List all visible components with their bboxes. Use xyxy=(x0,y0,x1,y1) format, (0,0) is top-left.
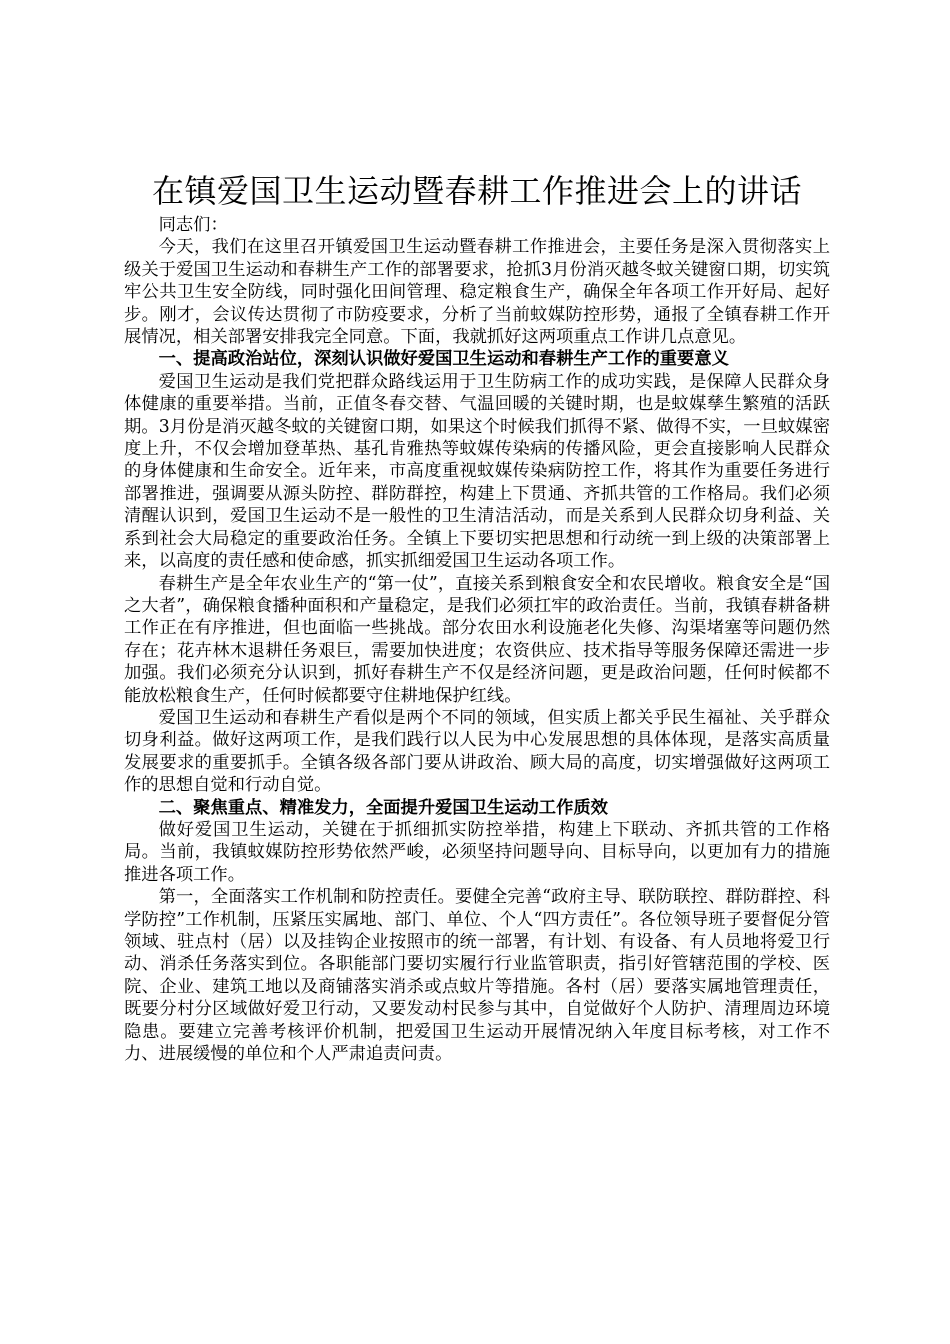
section-2-heading: 二、聚焦重点、精准发力，全面提升爱国卫生运动工作质效 xyxy=(158,797,608,818)
section-2-paragraph-1: 做好爱国卫生运动，关键在于抓细抓实防控举措，构建上下联动、齐抓共管的工作格局。当前，我镇蚊媒防控形势依然严峻，必须坚持问题导向、目标导向，以更加有力的措施推进各项工作。 xyxy=(124,819,830,885)
document-page xyxy=(124,170,830,1065)
section-1-paragraph-3: 爱国卫生运动和春耕生产看似是两个不同的领域，但实质上都关乎民生福祉、关乎群众切身利益。做好这两项工作，是我们践行以人民为中心发展思想的具体体现，是落实高质量发展要求的重要抓手。全镇各级各部门要从讲政治、顾大局的高度，切实增强做好这两项工作的思想自觉和行动自觉。 xyxy=(124,707,830,796)
section-1-paragraph-1: 爱国卫生运动是我们党把群众路线运用于卫生防病工作的成功实践，是保障人民群众身体健康的重要举措。当前，正值冬春交替、气温回暖的关键时期，也是蚊媒孳生繁殖的活跃期。3月份是消灭越冬蚊的关键窗口期，如果这个时候我们抓得不紧、做得不实，一旦蚊媒密度上升，不仅会增加登革热、基孔肯雅热等蚊媒传染病的传播风险，更会直接影响人民群众的身体健康和生命安全。近年来，市高度重视蚊媒传染病防控工作，将其作为重要任务进行部署推进，强调要从源头防控、群防群控，构建上下贯通、齐抓共管的工作格局。我们必须清醒认识到，爱国卫生运动不是一般性的卫生清洁活动，而是关系到人民群众切身利益、关系到社会大局稳定的重要政治任务。全镇上下要切实把思想和行动统一到上级的决策部署上来，以高度的责任感和使命感，抓实抓细爱国卫生运动各项工作。 xyxy=(124,371,830,572)
section-2-paragraph-2: 第一，全面落实工作机制和防控责任。要健全完善“政府主导、联防联控、群防群控、科学防控”工作机制，压紧压实属地、部门、单位、个人“四方责任”。各位领导班子要督促分管领域、驻点村（居）以及挂钩企业按照市的统一部署，有计划、有设备、有人员地将爱卫行动、消杀任务落实到位。各职能部门要切实履行行业监管职责，指引好管辖范围的学校、医院、企业、建筑工地以及商铺落实消杀或点蚊片等措施。各村（居）要落实属地管理责任，既要分村分区域做好爱卫行动，又要发动村民参与其中，自觉做好个人防护、清理周边环境隐患。要建立完善考核评价机制，把爱国卫生运动开展情况纳入年度目标考核，对工作不力、进展缓慢的单位和个人严肃追责问责。 xyxy=(124,887,830,1065)
document-title: 在镇爱国卫生运动暨春耕工作推进会上的讲话 xyxy=(151,172,802,210)
section-1-paragraph-2: 春耕生产是全年农业生产的“第一仗”，直接关系到粮食安全和农民增收。粮食安全是“国之大者”，确保粮食播种面积和产量稳定，是我们必须扛牢的政治责任。当前，我镇春耕备耕工作正在有序推进，但也面临一些挑战。部分农田水利设施老化失修、沟渠堵塞等问题仍然存在；花卉林木退耕任务艰巨，需要加快进度；农资供应、技术指导等服务保障还需进一步加强。我们必须充分认识到，抓好春耕生产不仅是经济问题，更是政治问题，任何时候都不能放松粮食生产，任何时候都要守住耕地保护红线。 xyxy=(124,573,830,706)
greeting: 同志们： xyxy=(158,215,228,235)
intro-paragraph: 今天，我们在这里召开镇爱国卫生运动暨春耕工作推进会，主要任务是深入贯彻落实上级关于爱国卫生运动和春耕生产工作的部署要求，抢抓3月份消灭越冬蚊关键窗口期，切实筑牢公共卫生安全防线，同时强化田间管理、稳定粮食生产，确保全年各项工作开好局、起好步。刚才，会议传达贯彻了市防疫要求，分析了当前蚊媒防控形势，通报了全镇春耕工作开展情况，相关部署安排我完全同意。下面，我就抓好这两项重点工作讲几点意见。 xyxy=(124,237,830,348)
section-1-heading: 一、提高政治站位，深刻认识做好爱国卫生运动和春耕生产工作的重要意义 xyxy=(158,349,729,370)
